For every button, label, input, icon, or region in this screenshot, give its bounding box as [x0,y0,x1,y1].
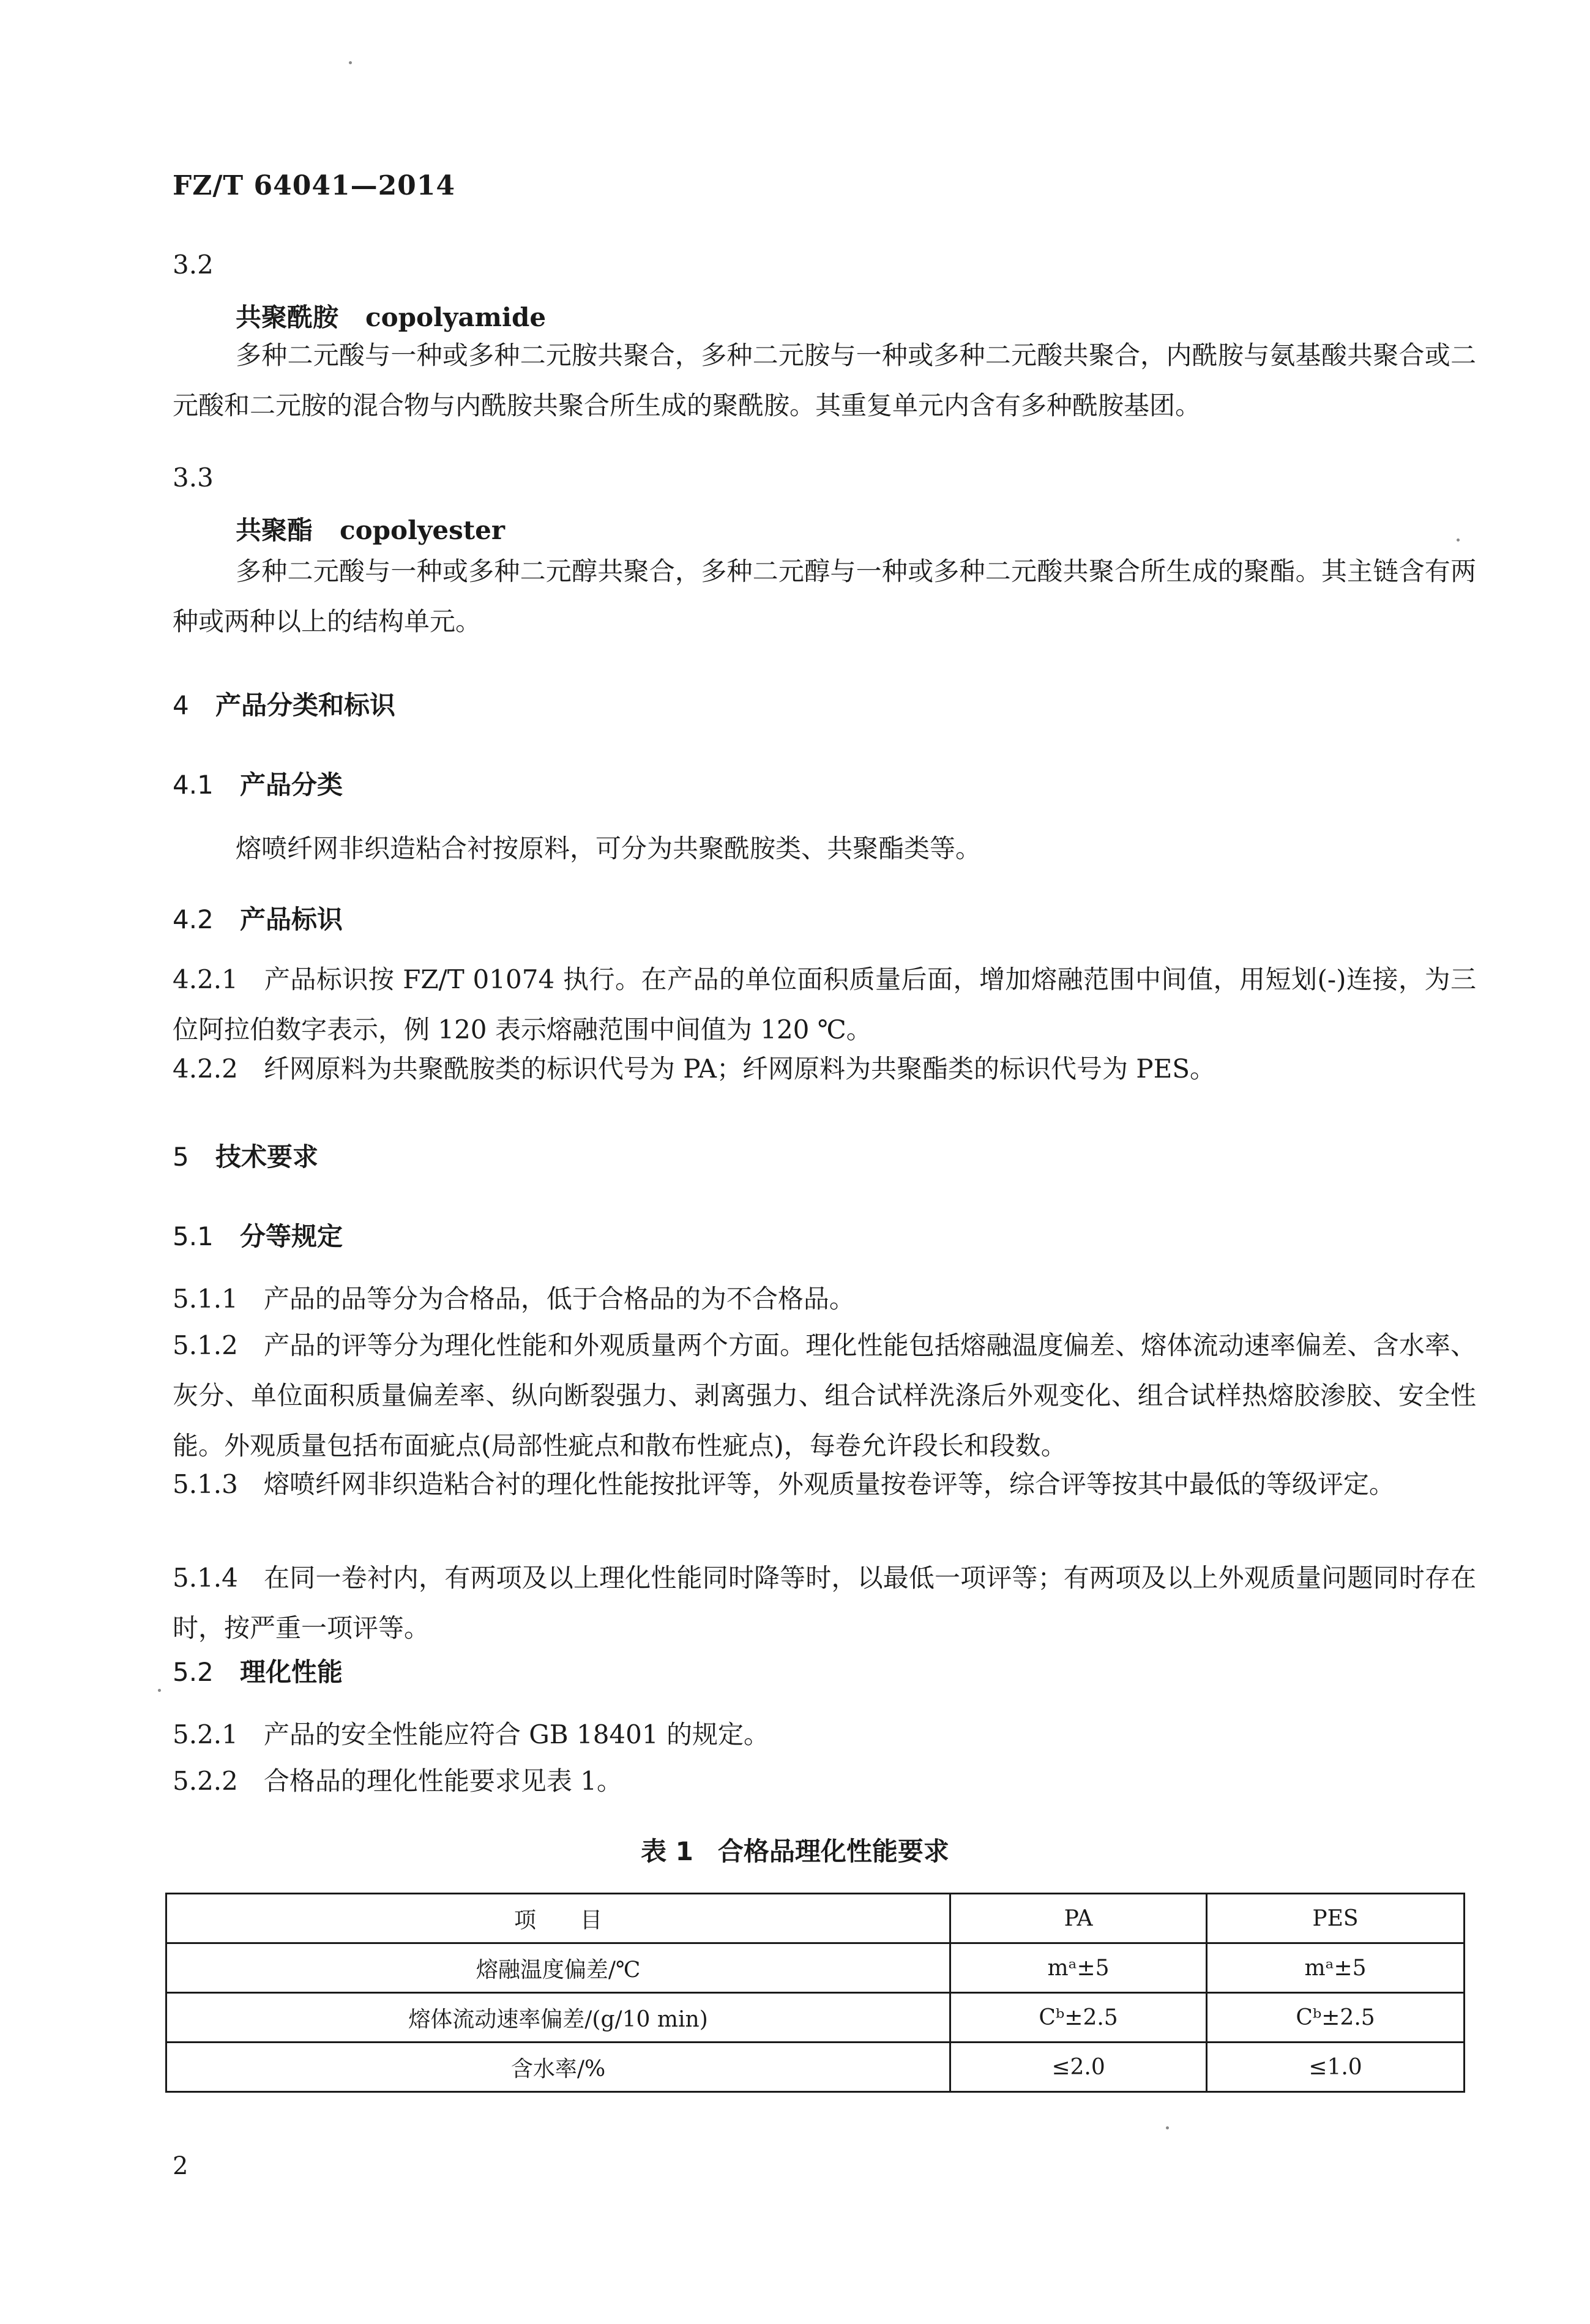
section-5-title: 技术要求 [215,1142,319,1172]
standard-code: FZ/T 64041—2014 [173,170,456,201]
row-item: 熔体流动速率偏差/(g/10 min) [166,1993,950,2043]
term-copolyamide-cn: 共聚酰胺 [236,302,339,332]
product-classification-text: 熔喷纤网非织造粘合衬按原料，可分为共聚酰胺类、共聚酯类等。 [236,833,982,863]
row-pes-value: Cᵇ±2.5 [1207,1993,1465,2043]
clause-3-2-number: 3.2 [173,250,214,280]
header-pes: PES [1207,1894,1465,1943]
section-4-2-heading [173,899,343,936]
term-copolyamide-en: copolyamide [365,302,547,332]
table-1-caption [0,1831,1590,1868]
table-1-title: 合格品理化性能要求 [717,1836,949,1866]
header-item: 项 目 [166,1894,950,1943]
table-row [166,1943,1465,1993]
row-pes-value: mᵃ±5 [1207,1943,1465,1993]
physicochemical-requirements-table [165,1893,1465,2093]
term-copolyamide [236,297,546,334]
clause-5-1-1: 5.1.1 产品的品等分为合格品，低于合格品的为不合格品。 [173,1284,855,1314]
section-5-1-number: 5.1 [173,1221,214,1251]
section-4-2-number: 4.2 [173,904,214,934]
row-pa-value: mᵃ±5 [950,1943,1207,1993]
section-5-2-heading [173,1652,343,1689]
term-copolyester [236,510,505,547]
section-5-2-title: 理化性能 [240,1657,343,1687]
clause-5-2-2: 5.2.2 合格品的理化性能要求见表 1。 [173,1766,622,1796]
section-4-title: 产品分类和标识 [215,690,396,720]
clause-5-1-3: 5.1.3 熔喷纤网非织造粘合衬的理化性能按批评等，外观质量按卷评等，综合评等按其中最低的等级评定。 [173,1469,1395,1499]
scan-speck [1166,2126,1169,2129]
section-4-1-number: 4.1 [173,770,214,800]
scan-speck [158,1689,161,1692]
clause-3-3-number: 3.3 [173,463,214,493]
clause-5-1-2: 5.1.2 产品的评等分为理化性能和外观质量两个方面。理化性能包括熔融温度偏差、熔体流动速率偏差、含水率、灰分、单位面积质量偏差率、纵向断裂强力、剥离强力、组合试样洗涤后外观变化、组合试样热熔胶渗胶、安全性能。外观质量包括布面疵点(局部性疵点和散布性疵点)，每卷允许段长和段数。 [173,1330,1476,1461]
clause-4-2-2: 4.2.2 纤网原料为共聚酰胺类的标识代号为 PA；纤网原料为共聚酯类的标识代号为 PES。 [173,1054,1215,1084]
clause-5-2-1: 5.2.1 产品的安全性能应符合 GB 18401 的规定。 [173,1719,769,1749]
term-copolyester-cn: 共聚酯 [236,515,313,545]
section-4-heading [173,685,395,722]
section-5-1-title: 分等规定 [240,1221,343,1251]
section-4-1-title: 产品分类 [240,770,343,800]
scan-speck [1457,538,1460,542]
clause-4-2-1: 4.2.1 产品标识按 FZ/T 01074 执行。在产品的单位面积质量后面，增加熔融范围中间值，用短划(-)连接，为三位阿拉伯数字表示，例 120 表示熔融范围中间值为 120 ℃。 [173,964,1476,1045]
table-row [166,2043,1465,2092]
table-1-label: 表 1 [641,1836,693,1866]
section-4-2-title: 产品标识 [240,904,343,934]
term-copolyester-en: copolyester [340,515,505,545]
page-number: 2 [173,2152,188,2180]
definition-copolyamide: 多种二元酸与一种或多种二元胺共聚合，多种二元胺与一种或多种二元酸共聚合，内酰胺与氨基酸共聚合或二元酸和二元胺的混合物与内酰胺共聚合所生成的聚酰胺。其重复单元内含有多种酰胺基团。 [173,340,1476,420]
row-pa-value: ≤2.0 [950,2043,1207,2092]
section-5-number: 5 [173,1142,189,1172]
header-pa: PA [950,1894,1207,1943]
row-pa-value: Cᵇ±2.5 [950,1993,1207,2043]
clause-5-1-4: 5.1.4 在同一卷衬内，有两项及以上理化性能同时降等时，以最低一项评等；有两项及以上外观质量问题同时存在时，按严重一项评等。 [173,1563,1476,1643]
section-5-2-number: 5.2 [173,1657,214,1687]
definition-copolyester: 多种二元酸与一种或多种二元醇共聚合，多种二元醇与一种或多种二元酸共聚合所生成的聚酯。其主链含有两种或两种以上的结构单元。 [173,556,1476,636]
section-4-1-heading [173,765,343,802]
section-4-number: 4 [173,690,189,720]
row-item: 熔融温度偏差/℃ [166,1943,950,1993]
scan-speck [349,61,352,64]
section-5-heading [173,1137,318,1174]
table-header-row [166,1894,1465,1943]
row-item: 含水率/% [166,2043,950,2092]
row-pes-value: ≤1.0 [1207,2043,1465,2092]
table-row [166,1993,1465,2043]
section-5-1-heading [173,1216,343,1253]
